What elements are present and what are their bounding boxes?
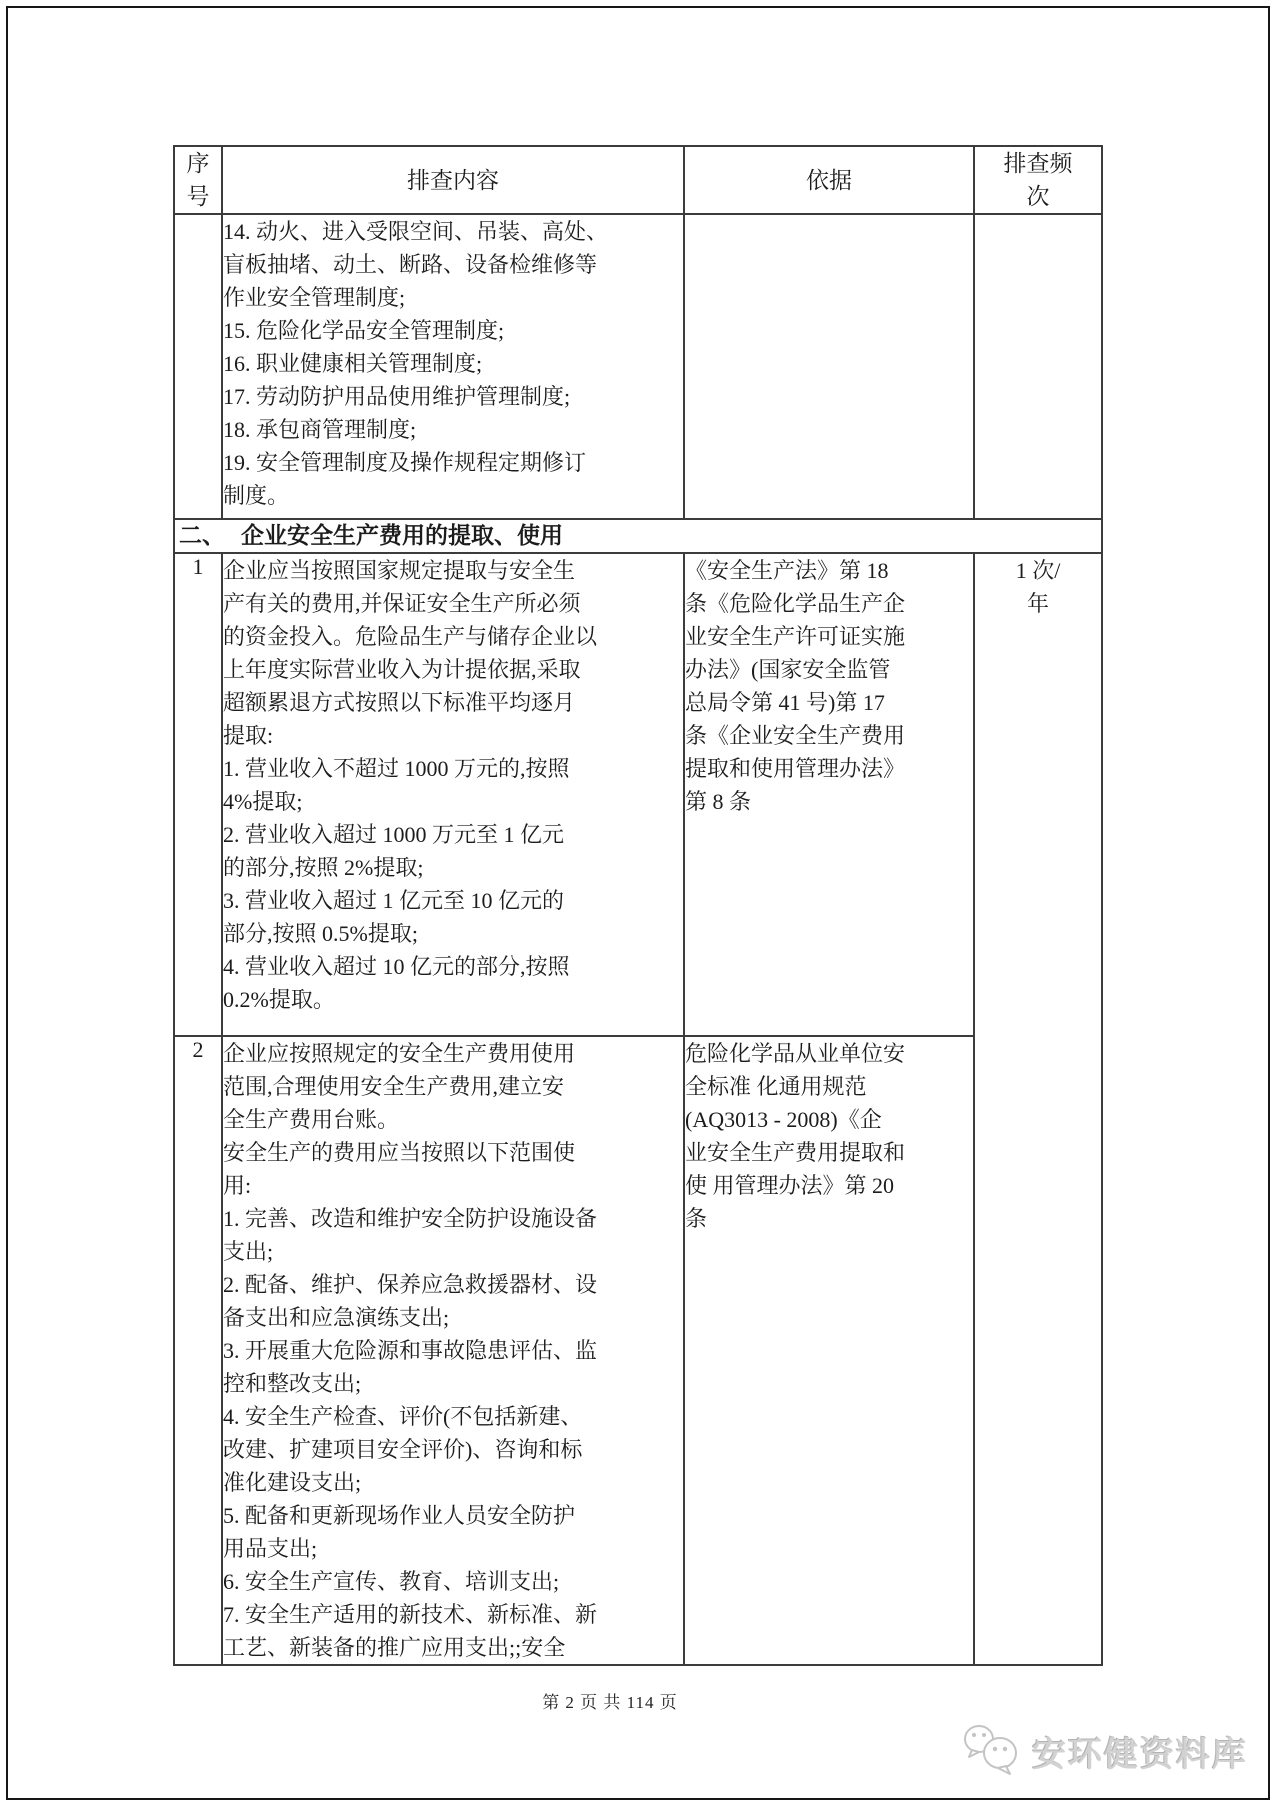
section-no: 二、 xyxy=(179,523,225,548)
serial-cell-1: 1 xyxy=(174,553,222,1036)
page-footer: 第 2 页 共 114 页 xyxy=(542,1693,678,1712)
serial-cell-2: 2 xyxy=(174,1036,222,1665)
col-header-no: 序 号 xyxy=(174,146,222,214)
content-cell-items-14-19: 14. 动火、进入受限空间、吊装、高处、 盲板抽堵、动土、断路、设备检维修等 作业安全管理制度; 15. 危险化学品安全管理制度; 16. 职业健康相关管理制度; 17. 劳动防护用品使用维护管理制度; 18. 承包商管理制度; 19. 安全管理制度及操作规程定期修订 制度。 xyxy=(222,214,684,519)
section-title: 企业安全生产费用的提取、使用 xyxy=(241,523,563,548)
content-cell-row-2: 企业应按照规定的安全生产费用使用 范围,合理使用安全生产费用,建立安 全生产费用台账。 安全生产的费用应当按照以下范围使 用: 1. 完善、改造和维护安全防护设施设备 支出; 2. 配备、维护、保养应急救援器材、设 备支出和应急演练支出; 3. 开展重大危险源和事故隐患评估、监 控和整改支出; 4. 安全生产检查、评价(不包括新建、 改建、扩建项目安全评价)、咨询和标 准化建设支出; 5. 配备和更新现场作业人员安全防护 用品支出; 6. 安全生产宣传、教育、培训支出; 7. 安全生产适用的新技术、新标准、新 工艺、新装备的推广应用支出;;安全 xyxy=(222,1036,684,1665)
basis-cell-row-2: 危险化学品从业单位安 全标准 化通用规范 (AQ3013 - 2008)《企 业安全生产费用提取和 使 用管理办法》第 20 条 xyxy=(684,1036,974,1665)
frequency-cell-empty xyxy=(974,214,1102,519)
row-1 xyxy=(174,553,1102,1036)
chat-bubbles-icon xyxy=(960,1722,1022,1781)
row-items-14-19 xyxy=(174,214,1102,519)
frequency-cell-rows-1-2: 1 次/ 年 xyxy=(974,553,1102,1665)
watermark xyxy=(960,1722,1248,1781)
col-header-content: 排查内容 xyxy=(222,146,684,214)
row-2 xyxy=(174,1036,1102,1665)
inspection-table xyxy=(173,145,1103,1666)
header-row xyxy=(174,146,1102,214)
watermark-text: 安环健资料库 xyxy=(1032,1736,1248,1774)
content-cell-row-1: 企业应当按照国家规定提取与安全生 产有关的费用,并保证安全生产所必须 的资金投入。危险品生产与储存企业以 上年度实际营业收入为计提依据,采取 超额累退方式按照以下标准平均逐月 提取: 1. 营业收入不超过 1000 万元的,按照 4%提取; 2. 营业收入超过 1000 万元至 1 亿元 的部分,按照 2%提取; 3. 营业收入超过 1 亿元至 10 亿元的 部分,按照 0.5%提取; 4. 营业收入超过 10 亿元的部分,按照 0.2%提取。 xyxy=(222,553,684,1036)
col-header-frequency: 排查频 次 xyxy=(974,146,1102,214)
section-cell xyxy=(174,519,1102,553)
section-row xyxy=(174,519,1102,553)
col-header-basis: 依据 xyxy=(684,146,974,214)
basis-cell-row-1: 《安全生产法》第 18 条《危险化学品生产企 业安全生产许可证实施 办法》(国家安全监管 总局令第 41 号)第 17 条《企业安全生产费用 提取和使用管理办法》 第 8 条 xyxy=(684,553,974,1036)
section-heading xyxy=(175,520,1101,551)
serial-cell-empty xyxy=(174,214,222,519)
basis-cell-empty xyxy=(684,214,974,519)
